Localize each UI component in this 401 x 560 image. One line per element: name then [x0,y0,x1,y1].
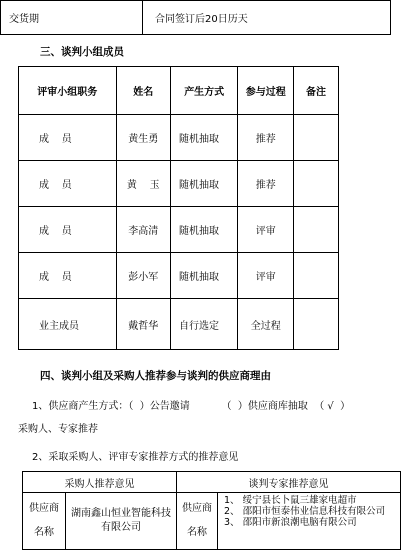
member-note [294,253,339,299]
member-method: 自行选定 [170,299,237,350]
member-row [19,253,339,299]
delivery-table [0,0,391,35]
recommend-table [22,471,401,550]
delivery-label: 交货期 [1,1,143,35]
expert-supplier-list [218,493,401,550]
purchaser-company-line2: 有限公司 [101,522,141,533]
recommend-body-row [23,493,401,550]
supplier-method-line2: 采购人、专家推荐 [18,424,98,435]
member-note [294,299,339,350]
member-role: 成 员 [19,253,117,299]
member-name: 彭小军 [116,253,170,299]
member-participation: 评审 [238,207,294,253]
member-method: 随机抽取 [170,253,237,299]
member-participation: 推荐 [238,115,294,161]
member-role: 业主成员 [19,299,117,350]
header-note: 备注 [294,67,339,115]
recommend-header-row [23,472,401,493]
purchaser-supplier-label [23,493,66,550]
member-role: 成 员 [19,115,117,161]
member-role: 成 员 [19,207,117,253]
purchaser-label-line2: 名称 [34,527,54,538]
delivery-row [1,1,391,35]
member-name: 黄 玉 [116,161,170,207]
member-participation: 评审 [238,253,294,299]
expert-header: 谈判专家推荐意见 [177,472,401,493]
header-method: 产生方式 [170,67,237,115]
list-item: 2、 邵阳市恒泰伟业信息科技有限公司 [224,506,386,517]
recommend-intro: 2、采取采购人、评审专家推荐方式的推荐意见 [32,452,239,463]
purchaser-company [66,493,177,550]
member-name: 黄生勇 [116,115,170,161]
member-note [294,161,339,207]
list-item: 3、 邵阳市新浪潮电脑有限公司 [224,517,357,528]
header-name: 姓名 [116,67,170,115]
member-method: 随机抽取 [170,207,237,253]
header-role: 评审小组职务 [19,67,117,115]
expert-label-line1: 供应商 [182,503,212,514]
member-method: 随机抽取 [170,115,237,161]
purchaser-header: 采购人推荐意见 [23,472,177,493]
delivery-value: 合同签订后20日历天 [143,1,391,35]
member-role: 成 员 [19,161,117,207]
member-row [19,207,339,253]
member-row [19,115,339,161]
member-name: 李高清 [116,207,170,253]
member-participation: 全过程 [238,299,294,350]
supplier-method-line1: 1、供应商产生方式：（ ）公告邀请 （ ）供应商库抽取 （ √ ） [32,401,351,412]
purchaser-company-line1: 湖南鑫山恒业智能科技 [71,508,171,519]
section4-title: 四、谈判小组及采购人推荐参与谈判的供应商理由 [40,370,271,382]
member-name: 戴哲华 [116,299,170,350]
member-participation: 推荐 [238,161,294,207]
expert-supplier-label [177,493,218,550]
expert-label-line2: 名称 [187,527,207,538]
members-table [18,66,339,350]
list-item: 1、 绥宁县长卜鼠三雄家电超市 [224,495,357,506]
member-row [19,161,339,207]
member-method: 随机抽取 [170,161,237,207]
member-note [294,115,339,161]
purchaser-label-line1: 供应商 [29,503,59,514]
section3-title: 三、谈判小组成员 [40,46,124,58]
member-row [19,299,339,350]
members-header-row [19,67,339,115]
member-note [294,207,339,253]
header-participation: 参与过程 [238,67,294,115]
